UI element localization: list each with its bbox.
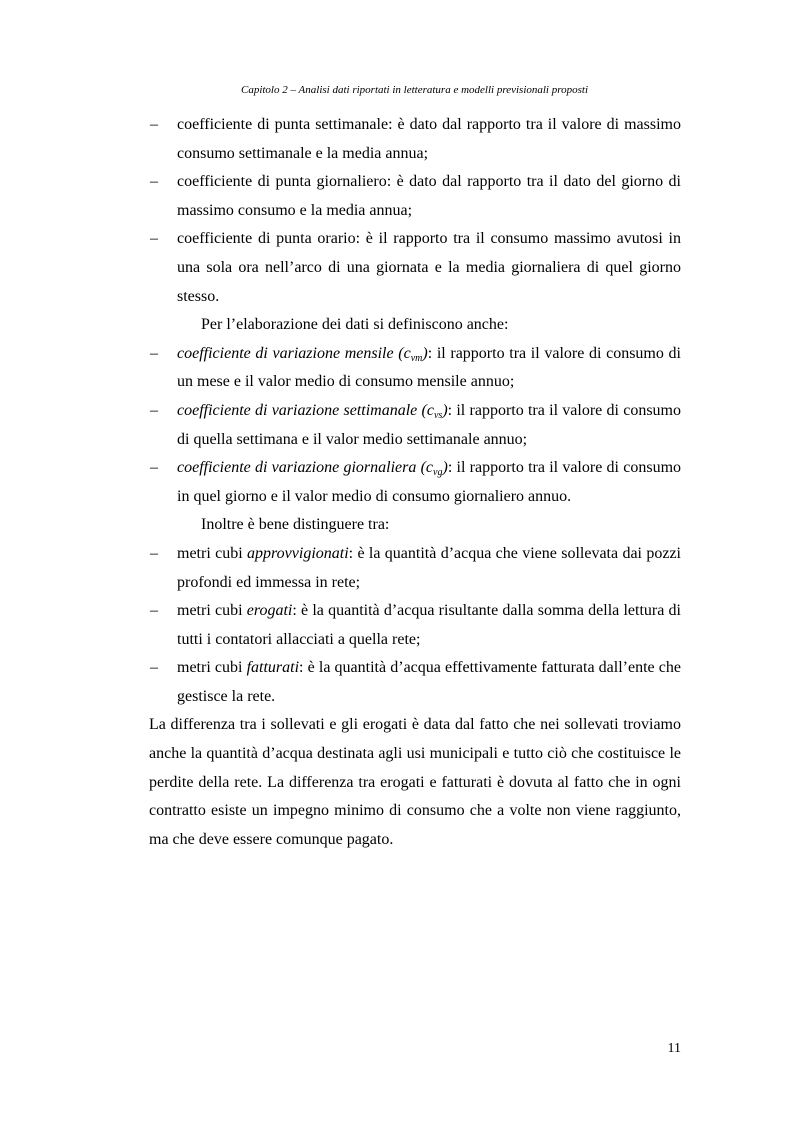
- bullet-dash: –: [150, 459, 158, 477]
- list-item-variazione-mensile: [149, 340, 681, 397]
- term-suffix: ): [442, 401, 448, 419]
- list-item-variazione-settimanale: [149, 397, 681, 454]
- list-item-lead: metri cubi: [177, 602, 247, 620]
- term-suffix: ): [442, 459, 448, 477]
- bullet-dash: –: [150, 344, 158, 362]
- list-item-text: : il rapporto tra il valore di consumo di un mese e il valor medio di consumo mensile annuo;: [177, 344, 681, 391]
- bullet-dash: –: [150, 602, 158, 620]
- running-header: Capitolo 2 – Analisi dati riportati in letteratura e modelli previsionali proposti: [240, 84, 588, 96]
- bullet-dash: –: [150, 230, 158, 248]
- term-subscript: vg: [433, 467, 443, 479]
- bullet-dash: –: [150, 116, 158, 133]
- list-item-term: erogati: [246, 602, 293, 620]
- list-item-text: coefficiente di punta orario: è il rapporto tra il consumo massimo avutosi in una sola ora nell’arco di una giornata e la media giornaliera di quel giorno stesso.: [177, 230, 681, 305]
- bullet-dash: –: [150, 401, 158, 419]
- list-item-term: approvvigionati: [247, 544, 349, 562]
- bullet-dash: –: [150, 173, 158, 191]
- list-item-metri-fatturati: [149, 654, 681, 711]
- closing-paragraph: La differenza tra i sollevati e gli erogati è data dal fatto che nei sollevati troviamo anche la quantità d’acqua destinata agli usi municipali e tutto ciò che costituisce le perdite della rete. La differenza tra erogati e fatturati è dovuta al fatto che in ogni contratto esiste un impegno minimo di consumo che a volte non viene raggiunto, ma che deve essere comunque pagato.: [149, 716, 681, 848]
- paragraph-elaborazione: Per l’elaborazione dei dati si definiscono anche:: [201, 316, 509, 334]
- list-item-text: : è la quantità d’acqua risultante dalla somma della lettura di tutti i contatori allacciati a quella rete;: [177, 602, 681, 648]
- list-item-text: coefficiente di punta giornaliero: è dato dal rapporto tra il dato del giorno di massimo consumo e la media annua;: [177, 173, 681, 219]
- list-item-text: coefficiente di punta settimanale: è dato dal rapporto tra il valore di massimo consumo settimanale e la media annua;: [177, 116, 681, 162]
- term-suffix: ): [422, 344, 428, 362]
- list-item-term: fatturati: [246, 659, 300, 677]
- term-subscript: vm: [410, 352, 423, 364]
- bullet-dash: –: [150, 544, 158, 562]
- term-prefix: coefficiente di variazione mensile (c: [177, 344, 411, 362]
- term-prefix: coefficiente di variazione settimanale (c: [177, 401, 434, 419]
- list-item-variazione-giornaliera: [149, 454, 681, 511]
- list-item-text: : è la quantità d’acqua effettivamente fatturata dall’ente che gestisce la rete.: [177, 659, 681, 705]
- paragraph-inoltre: Inoltre è bene distinguere tra:: [201, 516, 390, 534]
- list-item-metri-erogati: [149, 597, 681, 654]
- term-subscript: vs: [433, 409, 443, 421]
- page-body: [149, 111, 681, 854]
- list-item-coefficiente-punta-giornaliero: [149, 168, 681, 225]
- list-item-text: : il rapporto tra il valore di consumo in quel giorno e il valor medio di consumo giornaliero annuo.: [177, 459, 682, 505]
- list-item-coefficiente-punta-orario: [149, 225, 681, 311]
- list-item-text: : è la quantità d’acqua che viene sollevata dai pozzi profondi ed immessa in rete;: [177, 544, 682, 591]
- page-number: 11: [667, 1041, 681, 1056]
- list-item-lead: metri cubi: [177, 659, 247, 677]
- list-item-coefficiente-punta-settimanale: [149, 111, 681, 168]
- term-prefix: coefficiente di variazione giornaliera (c: [177, 459, 434, 477]
- bullet-dash: –: [150, 659, 158, 677]
- list-item-metri-approvvigionati: [149, 540, 681, 597]
- list-item-lead: metri cubi: [177, 544, 248, 562]
- list-item-text: : il rapporto tra il valore di consumo di quella settimana e il valor medio settimanale annuo;: [177, 401, 682, 448]
